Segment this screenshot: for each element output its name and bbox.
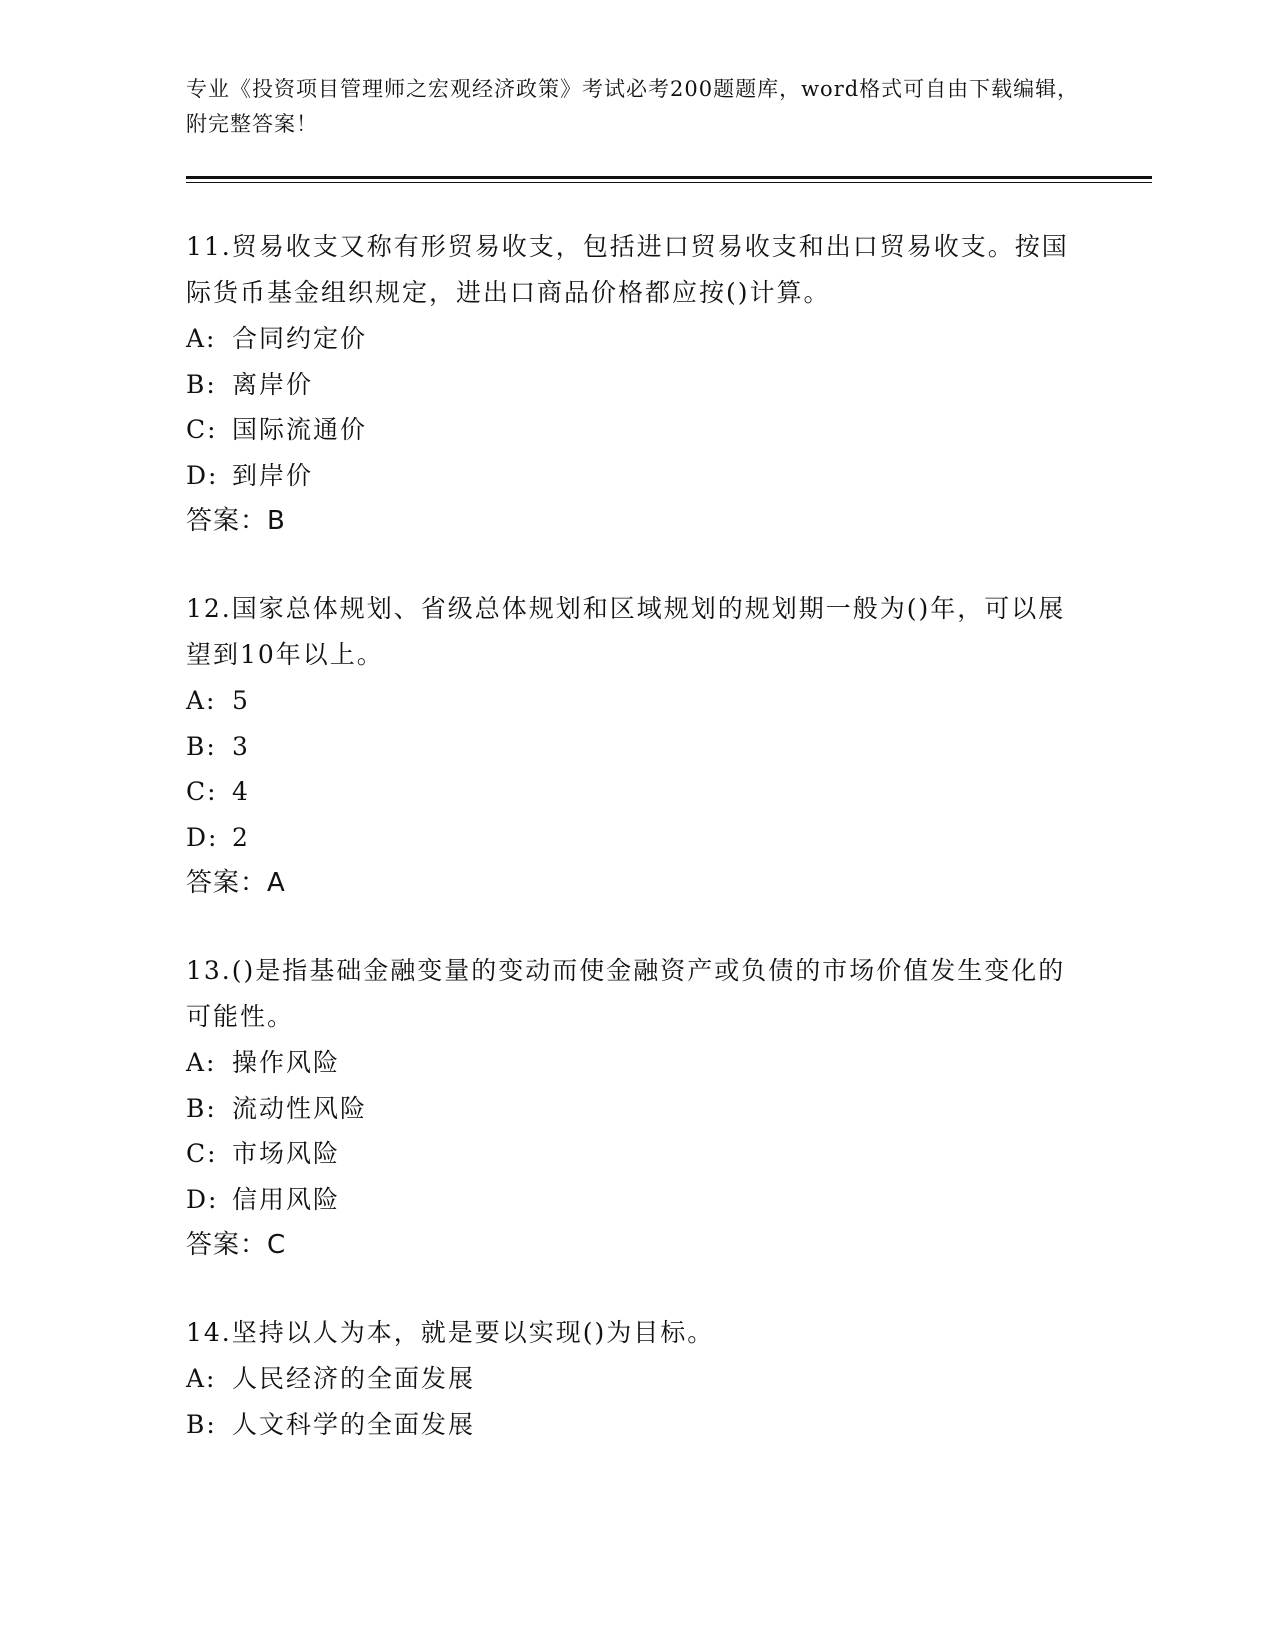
answer-line: 答案：A [186, 868, 286, 898]
question-13 [186, 948, 1086, 1268]
option-letter: C: [186, 777, 218, 806]
option-a [186, 1356, 1086, 1402]
option-text: 2 [232, 822, 250, 852]
option-text: 人民经济的全面发展 [232, 1364, 476, 1393]
question-14 [186, 1310, 1086, 1447]
option-d [186, 815, 1086, 861]
document-header: 专业《投资项目管理师之宏观经济政策》考试必考200题题库，word格式可自由下载编辑，附完整答案！ [186, 77, 1080, 136]
answer-line: 答案：B [186, 506, 286, 536]
option-a [186, 678, 1086, 724]
option-letter: D: [186, 460, 219, 490]
option-letter: A: [186, 1048, 217, 1077]
option-letter: A: [186, 1364, 217, 1393]
option-a [186, 1040, 1086, 1086]
header-divider-thick [186, 176, 1152, 179]
option-c [186, 1131, 1086, 1177]
question-stem: 14.坚持以人为本，就是要以实现()为目标。 [186, 1318, 715, 1347]
option-text: 市场风险 [232, 1139, 341, 1168]
option-d [186, 1177, 1086, 1223]
option-letter: B: [186, 731, 217, 761]
option-text: 5 [232, 686, 250, 715]
option-text: 操作风险 [232, 1048, 341, 1077]
option-letter: C: [186, 1139, 218, 1168]
option-c [186, 407, 1086, 453]
option-text: 4 [232, 777, 250, 806]
question-stem: 12.国家总体规划、省级总体规划和区域规划的规划期一般为()年，可以展望到10年以上。 [186, 594, 1066, 669]
option-letter: B: [186, 369, 217, 399]
option-letter: D: [186, 1184, 219, 1214]
option-a [186, 316, 1086, 362]
option-c [186, 769, 1086, 815]
option-b [186, 1402, 1086, 1448]
option-letter: A: [186, 686, 217, 715]
option-text: 人文科学的全面发展 [232, 1409, 476, 1439]
answer-line: 答案：C [186, 1230, 287, 1260]
option-text: 国际流通价 [232, 415, 368, 444]
option-text: 3 [232, 731, 250, 761]
option-letter: A: [186, 324, 217, 353]
option-letter: D: [186, 822, 219, 852]
option-b [186, 1086, 1086, 1132]
option-d [186, 453, 1086, 499]
header-divider-thin [186, 182, 1152, 183]
option-letter: B: [186, 1093, 217, 1123]
option-text: 合同约定价 [232, 324, 368, 353]
option-text: 信用风险 [232, 1184, 341, 1214]
question-stem: 13.()是指基础金融变量的变动而使金融资产或负债的市场价值发生变化的可能性。 [186, 956, 1066, 1031]
question-stem: 11.贸易收支又称有形贸易收支，包括进口贸易收支和出口贸易收支。按国际货币基金组织规定，进出口商品价格都应按()计算。 [186, 232, 1069, 307]
question-12 [186, 586, 1086, 906]
option-b [186, 724, 1086, 770]
option-text: 流动性风险 [232, 1093, 368, 1123]
option-text: 离岸价 [232, 369, 314, 399]
option-text: 到岸价 [232, 460, 314, 490]
question-11 [186, 224, 1086, 544]
option-letter: B: [186, 1409, 217, 1439]
option-b [186, 362, 1086, 408]
option-letter: C: [186, 415, 218, 444]
